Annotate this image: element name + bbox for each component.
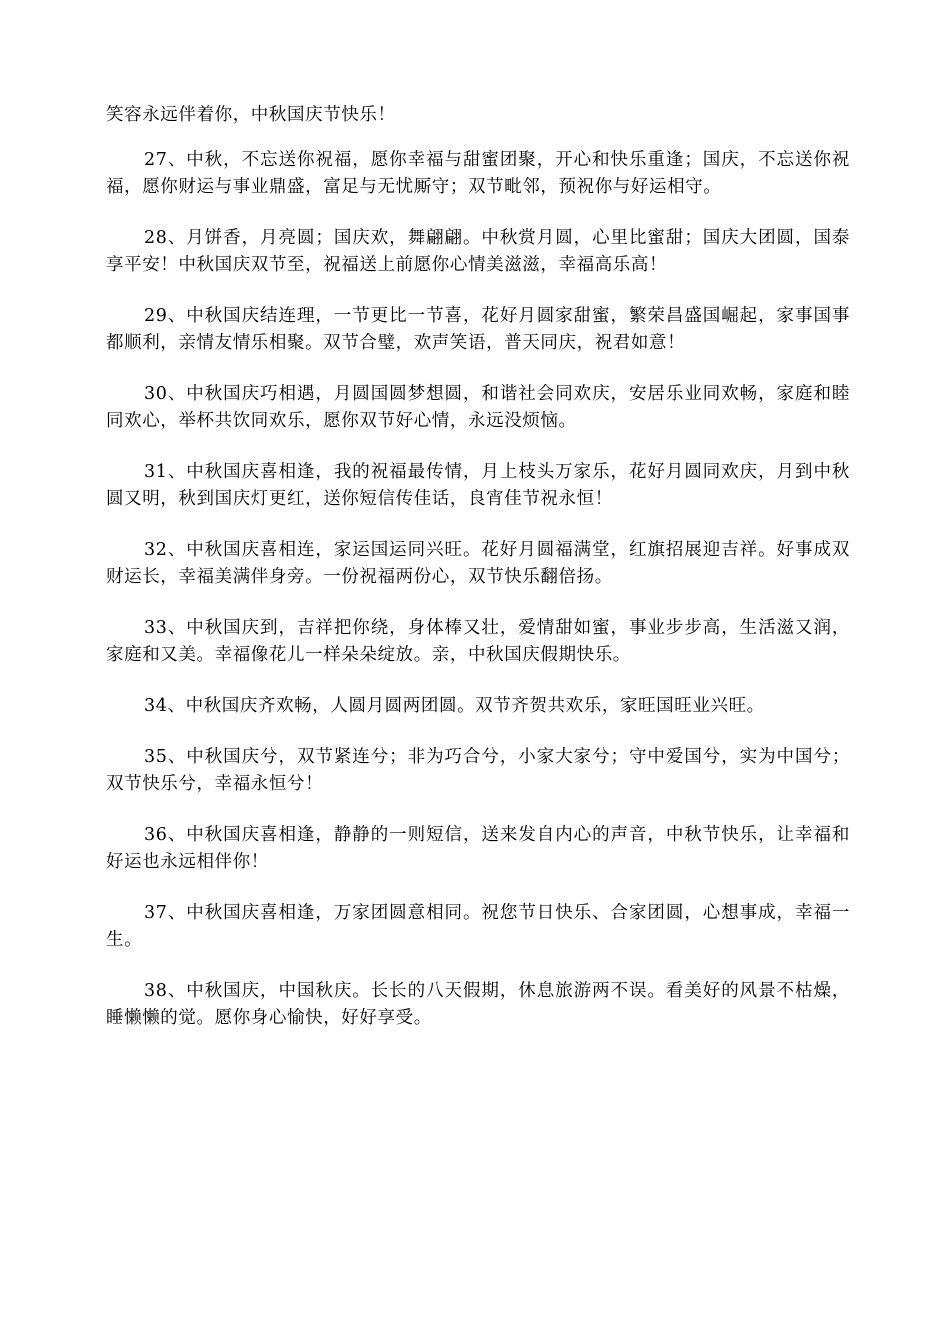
- document-body: [106, 102, 850, 1056]
- greeting-item-37: 37、中秋国庆喜相逢，万家团圆意相同。祝您节日快乐、合家团圆，心想事成，幸福一生。: [106, 903, 850, 950]
- greeting-item-38: 38、中秋国庆，中国秋庆。长长的八天假期，休息旅游两不误。看美好的风景不枯燥，睡懒懒的觉。愿你身心愉快，好好享受。: [106, 981, 850, 1028]
- continuation-paragraph: 笑容永远伴着你，中秋国庆节快乐！: [106, 105, 396, 125]
- greeting-item-29: 29、中秋国庆结连理，一节更比一节喜，花好月圆家甜蜜，繁荣昌盛国崛起，家事国事都顺利，亲情友情乐相聚。双节合璧，欢声笑语，普天同庆，祝君如意！: [106, 306, 850, 353]
- greeting-item-35: 35、中秋国庆兮，双节紧连兮；非为巧合兮，小家大家兮；守中爱国兮，实为中国兮；双节快乐兮，幸福永恒兮！: [106, 747, 850, 794]
- greeting-item-31: 31、中秋国庆喜相逢，我的祝福最传情，月上枝头万家乐，花好月圆同欢庆，月到中秋圆又明，秋到国庆灯更红，送你短信传佳话，良宵佳节祝永恒！: [106, 462, 850, 509]
- greeting-item-36: 36、中秋国庆喜相逢，静静的一则短信，送来发自内心的声音，中秋节快乐，让幸福和好运也永远相伴你！: [106, 825, 850, 872]
- greeting-item-34: 34、中秋国庆齐欢畅，人圆月圆两团圆。双节齐贺共欢乐，家旺国旺业兴旺。: [144, 696, 765, 716]
- greeting-item-30: 30、中秋国庆巧相遇，月圆国圆梦想圆，和谐社会同欢庆，安居乐业同欢畅，家庭和睦同欢心，举杯共饮同欢乐，愿你双节好心情，永远没烦恼。: [106, 384, 850, 431]
- greeting-item-33: 33、中秋国庆到，吉祥把你绕，身体棒又壮，爱情甜如蜜，事业步步高，生活滋又润，家庭和又美。幸福像花儿一样朵朵绽放。亲，中秋国庆假期快乐。: [106, 618, 850, 665]
- greeting-item-28: 28、月饼香，月亮圆；国庆欢，舞翩翩。中秋赏月圆，心里比蜜甜；国庆大团圆，国泰享平安！中秋国庆双节至，祝福送上前愿你心情美滋滋，幸福高乐高！: [106, 228, 850, 275]
- greeting-item-27: 27、中秋，不忘送你祝福，愿你幸福与甜蜜团聚，开心和快乐重逢；国庆，不忘送你祝福，愿你财运与事业鼎盛，富足与无忧厮守；双节毗邻，预祝你与好运相守。: [106, 150, 850, 197]
- greeting-item-32: 32、中秋国庆喜相连，家运国运同兴旺。花好月圆福满堂，红旗招展迎吉祥。好事成双财运长，幸福美满伴身旁。一份祝福两份心，双节快乐翻倍扬。: [106, 540, 850, 587]
